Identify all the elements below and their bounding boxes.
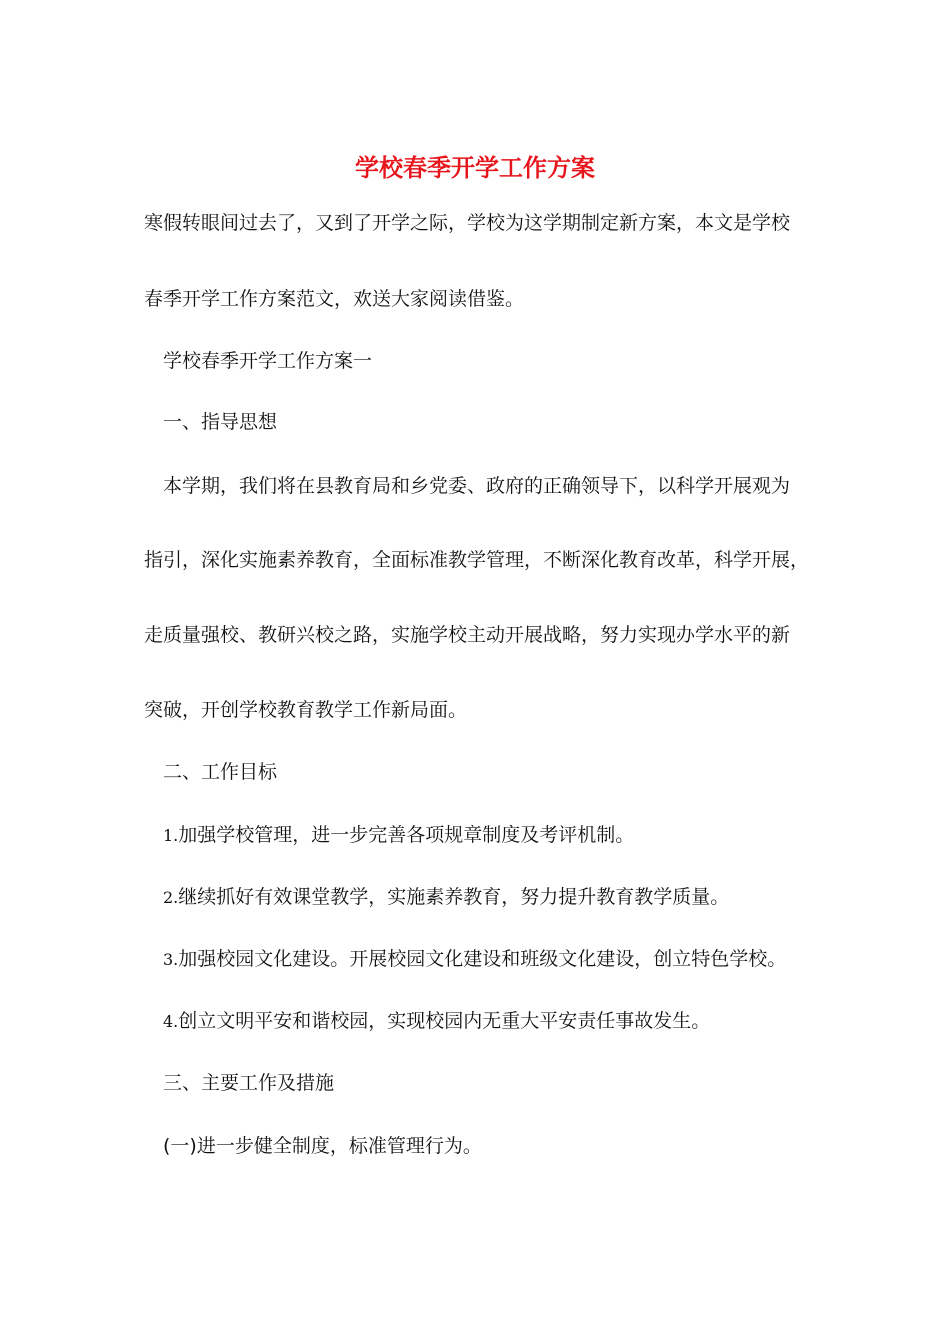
goal-item [163, 884, 843, 911]
section-heading-work-goals: 二、工作目标 [163, 761, 278, 783]
goal-text: 加强校园文化建设。开展校园文化建设和班级文化建设，创立特色学校。 [178, 948, 787, 970]
section-heading-guiding-thought: 一、指导思想 [163, 411, 278, 433]
goal-number: 1. [163, 826, 179, 845]
intro-line-2: 春季开学工作方案范文，欢送大家阅读借鉴。 [144, 288, 525, 310]
goal-number: 4. [163, 1012, 179, 1031]
goal-text: 加强学校管理，进一步完善各项规章制度及考评机制。 [178, 824, 635, 846]
goal-text: 继续抓好有效课堂教学，实施素养教育，努力提升教育教学质量。 [178, 886, 730, 908]
goal-number: 2. [163, 888, 179, 907]
plan-subtitle: 学校春季开学工作方案一 [163, 350, 373, 372]
measure-item: (一)进一步健全制度，标准管理行为。 [163, 1135, 482, 1157]
paragraph-line: 指引，深化实施素养教育，全面标准教学管理，不断深化教育改革，科学开展， [144, 549, 810, 571]
goal-item [163, 1008, 843, 1035]
paragraph-line: 本学期，我们将在县教育局和乡党委、政府的正确领导下，以科学开展观为 [163, 475, 791, 497]
goal-item [163, 946, 843, 973]
goal-item [163, 822, 843, 849]
document-title: 学校春季开学工作方案 [355, 153, 595, 182]
paragraph-line: 突破，开创学校教育教学工作新局面。 [144, 699, 468, 721]
goal-number: 3. [163, 950, 179, 969]
intro-line-1: 寒假转眼间过去了，又到了开学之际，学校为这学期制定新方案，本文是学校 [144, 212, 791, 234]
goal-text: 创立文明平安和谐校园，实现校园内无重大平安责任事故发生。 [178, 1010, 711, 1032]
section-heading-main-work: 三、主要工作及措施 [163, 1072, 335, 1094]
paragraph-line: 走质量强校、教研兴校之路，实施学校主动开展战略，努力实现办学水平的新 [144, 624, 791, 646]
